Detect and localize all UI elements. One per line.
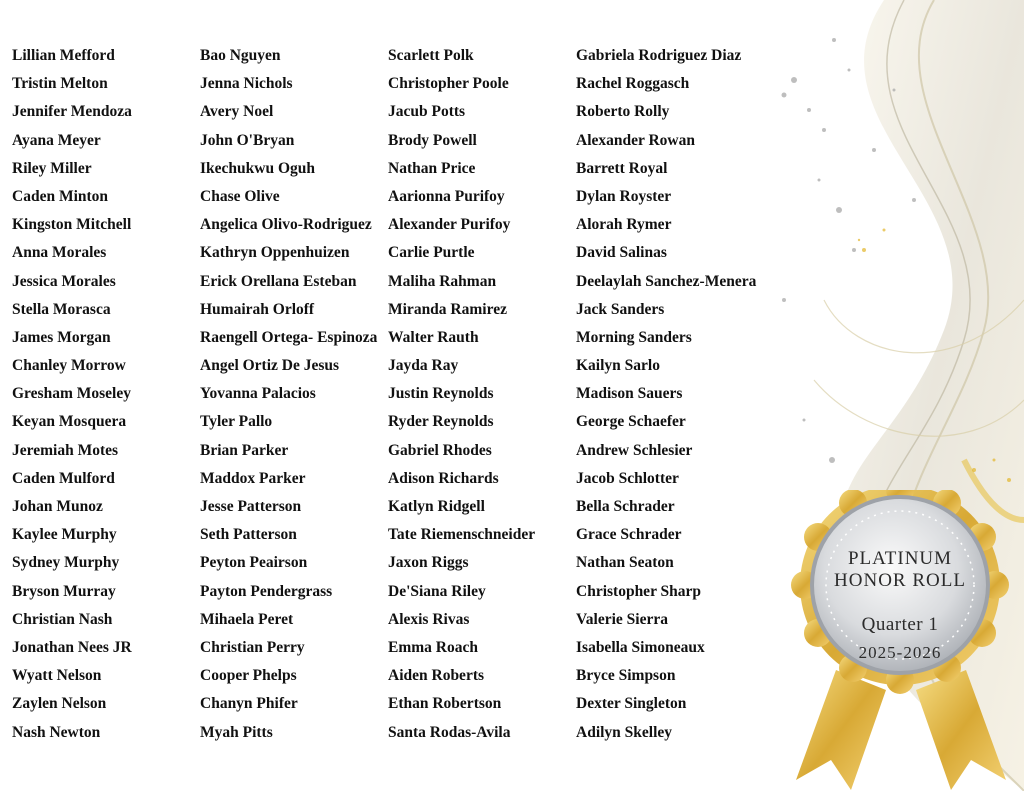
student-name: Tristin Melton	[12, 75, 108, 93]
name-column-3	[388, 42, 576, 747]
student-name: Dexter Singleton	[576, 695, 687, 713]
student-name: George Schaefer	[576, 413, 686, 431]
student-name: Wyatt Nelson	[12, 667, 102, 685]
student-name: Roberto Rolly	[576, 103, 670, 121]
student-name: Myah Pitts	[200, 723, 273, 741]
student-name: Deelaylah Sanchez-Menera	[576, 272, 757, 290]
student-name: Bao Nguyen	[200, 47, 281, 64]
student-name: Cooper Phelps	[200, 667, 297, 685]
student-name: John O'Bryan	[200, 131, 295, 149]
student-name: Chanyn Phifer	[200, 695, 298, 713]
student-name: Christian Perry	[200, 638, 305, 656]
student-name: Valerie Sierra	[576, 610, 668, 628]
student-name: Jacub Potts	[388, 103, 466, 121]
student-name: Keyan Mosquera	[12, 413, 127, 431]
student-name: Ryder Reynolds	[388, 413, 494, 431]
student-name: Emma Roach	[388, 638, 478, 656]
student-name: Gabriela Rodriguez Diaz	[576, 47, 742, 64]
student-name: Dylan Royster	[576, 187, 672, 205]
student-name: Santa Rodas-Avila	[388, 723, 511, 741]
student-name: Jaxon Riggs	[388, 554, 469, 572]
student-name: Stella Morasca	[12, 300, 111, 318]
student-name: Johan Munoz	[12, 498, 103, 515]
student-name: Ayana Meyer	[12, 131, 101, 149]
badge-year: 2025-2026	[858, 643, 942, 662]
student-name: Yovanna Palacios	[200, 385, 316, 403]
student-name: Justin Reynolds	[388, 385, 494, 403]
student-name: Mihaela Peret	[200, 610, 294, 628]
student-name: Brody Powell	[388, 131, 477, 149]
student-name: Morning Sanders	[576, 328, 692, 346]
student-name: Jessica Morales	[12, 272, 116, 290]
student-name: Gresham Moseley	[12, 385, 131, 403]
student-name: Angel Ortiz De Jesus	[200, 357, 340, 375]
student-name: Alexander Purifoy	[388, 216, 511, 234]
student-name: Aarionna Purifoy	[388, 187, 505, 205]
student-name: Alexis Rivas	[388, 610, 470, 628]
student-name: Scarlett Polk	[388, 47, 474, 64]
student-name: Jacob Schlotter	[576, 469, 679, 487]
student-name: Ethan Robertson	[388, 695, 502, 713]
student-name: Seth Patterson	[200, 526, 297, 544]
badge-quarter: Quarter 1	[861, 614, 939, 635]
student-name: Peyton Peairson	[200, 554, 308, 572]
student-name: Grace Schrader	[576, 526, 682, 544]
student-name: Katlyn Ridgell	[388, 498, 485, 515]
student-name: Nathan Price	[388, 159, 476, 177]
student-name: Christian Nash	[12, 610, 113, 628]
student-name: Kaylee Murphy	[12, 526, 117, 544]
student-name: Kailyn Sarlo	[576, 357, 660, 375]
student-name: Jennifer Mendoza	[12, 103, 132, 121]
student-name: Bryce Simpson	[576, 667, 676, 685]
student-name: Madison Sauers	[576, 385, 683, 403]
student-name: Jenna Nichols	[200, 75, 293, 93]
student-name: James Morgan	[12, 328, 111, 346]
student-name: Chanley Morrow	[12, 357, 126, 375]
student-name: Carlie Purtle	[388, 244, 475, 262]
student-name: David Salinas	[576, 244, 667, 262]
student-name: Isabella Simoneaux	[576, 638, 705, 656]
platinum-medal-icon	[776, 490, 1024, 790]
student-name: Ikechukwu Oguh	[200, 159, 316, 177]
student-name: Kathryn Oppenhuizen	[200, 244, 350, 262]
student-name: Brian Parker	[200, 441, 289, 459]
student-name: Maddox Parker	[200, 469, 306, 487]
student-name: Andrew Schlesier	[576, 441, 693, 459]
student-name: Gabriel Rhodes	[388, 441, 492, 459]
name-column-2	[200, 42, 388, 747]
student-name: Payton Pendergrass	[200, 582, 333, 600]
student-name: Angelica Olivo-Rodriguez	[200, 216, 372, 234]
student-name: Caden Mulford	[12, 469, 115, 487]
student-name: Jeremiah Motes	[12, 441, 119, 459]
student-name: Chase Olive	[200, 187, 280, 205]
student-name: Nash Newton	[12, 723, 101, 741]
student-name: Erick Orellana Esteban	[200, 272, 357, 290]
student-name: Caden Minton	[12, 187, 109, 205]
student-name: Rachel Roggasch	[576, 75, 690, 93]
name-column-4	[576, 42, 776, 747]
student-name: Aiden Roberts	[388, 667, 485, 685]
student-name: Lillian Mefford	[12, 47, 115, 64]
student-name: Jonathan Nees JR	[12, 638, 132, 656]
student-name: Alexander Rowan	[576, 131, 695, 149]
student-name: Bella Schrader	[576, 498, 675, 515]
student-name: Raengell Ortega- Espinoza	[200, 328, 378, 346]
student-name: De'Siana Riley	[388, 582, 486, 600]
student-name: Tyler Pallo	[200, 413, 273, 431]
student-name: Adilyn Skelley	[576, 723, 673, 741]
student-name: Jack Sanders	[576, 300, 665, 318]
student-name: Kingston Mitchell	[12, 216, 132, 234]
student-name: Adison Richards	[388, 469, 499, 487]
student-name: Zaylen Nelson	[12, 695, 107, 713]
student-name: Jayda Ray	[388, 357, 459, 375]
honor-roll-names	[12, 42, 776, 747]
name-column-1	[12, 42, 200, 747]
student-name: Barrett Royal	[576, 159, 668, 177]
badge-title-line-2: HONOR ROLL	[834, 570, 966, 591]
student-name: Tate Riemenschneider	[388, 526, 536, 544]
student-name: Nathan Seaton	[576, 554, 674, 572]
student-name: Anna Morales	[12, 244, 107, 262]
student-name: Riley Miller	[12, 159, 92, 177]
badge-title-line-1: PLATINUM	[847, 548, 953, 569]
student-name: Miranda Ramirez	[388, 300, 507, 318]
student-name: Alorah Rymer	[576, 216, 672, 234]
student-name: Maliha Rahman	[388, 272, 497, 290]
student-name: Jesse Patterson	[200, 498, 302, 515]
student-name: Christopher Poole	[388, 75, 509, 93]
student-name: Sydney Murphy	[12, 554, 120, 572]
student-name: Avery Noel	[200, 103, 274, 121]
student-name: Bryson Murray	[12, 582, 116, 600]
student-name: Christopher Sharp	[576, 582, 702, 600]
student-name: Humairah Orloff	[200, 300, 315, 318]
student-name: Walter Rauth	[388, 328, 479, 346]
